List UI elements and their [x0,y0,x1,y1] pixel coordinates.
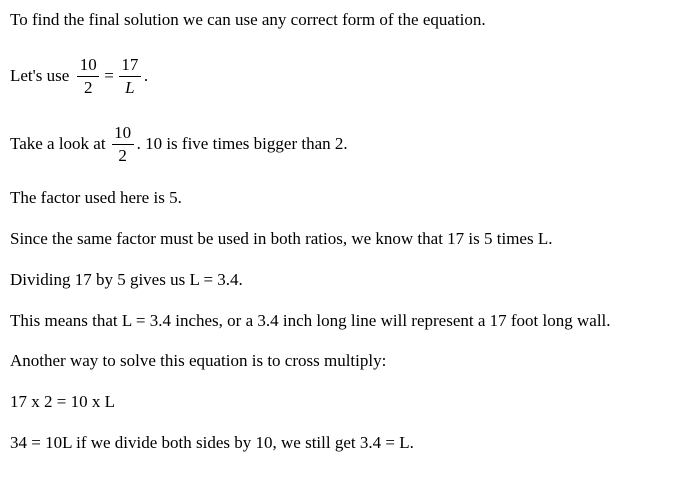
fraction-numerator: 17 [121,54,139,74]
fraction-numerator: 10 [79,54,97,74]
meaning-statement: This means that L = 3.4 inches, or a 3.4 inch long line will represent a 17 foot long wall. [10,311,611,330]
equals-sign: = [104,66,114,85]
cross-multiply-intro: Another way to solve this equation is to cross multiply: [10,351,387,370]
equation-line [10,52,148,100]
intro-text: To find the final solution we can use any correct form of the equation. [10,10,486,29]
division-statement: Dividing 17 by 5 gives us L = 3.4. [10,270,243,289]
fraction-17-over-l [119,56,141,97]
factor-suffix: . 10 is five times bigger than 2. [136,134,348,153]
equation-prefix: Let's use [10,66,70,85]
final-statement: 34 = 10L if we divide both sides by 10, we still get 3.4 = L. [10,433,414,452]
cross-multiply-equation: 17 x 2 = 10 x L [10,392,115,411]
fraction-denominator: 2 [112,144,134,165]
equation-suffix: . [143,66,149,85]
fraction-10-over-2 [112,124,134,165]
fraction-denominator: L [119,76,141,97]
factor-line [10,120,348,168]
fraction-numerator: 10 [114,122,132,142]
fraction-10-over-2 [77,56,99,97]
factor-prefix: Take a look at [10,134,106,153]
factor-statement: The factor used here is 5. [10,188,182,207]
same-factor-statement: Since the same factor must be used in both ratios, we know that 17 is 5 times L. [10,229,553,248]
fraction-denominator: 2 [77,76,99,97]
